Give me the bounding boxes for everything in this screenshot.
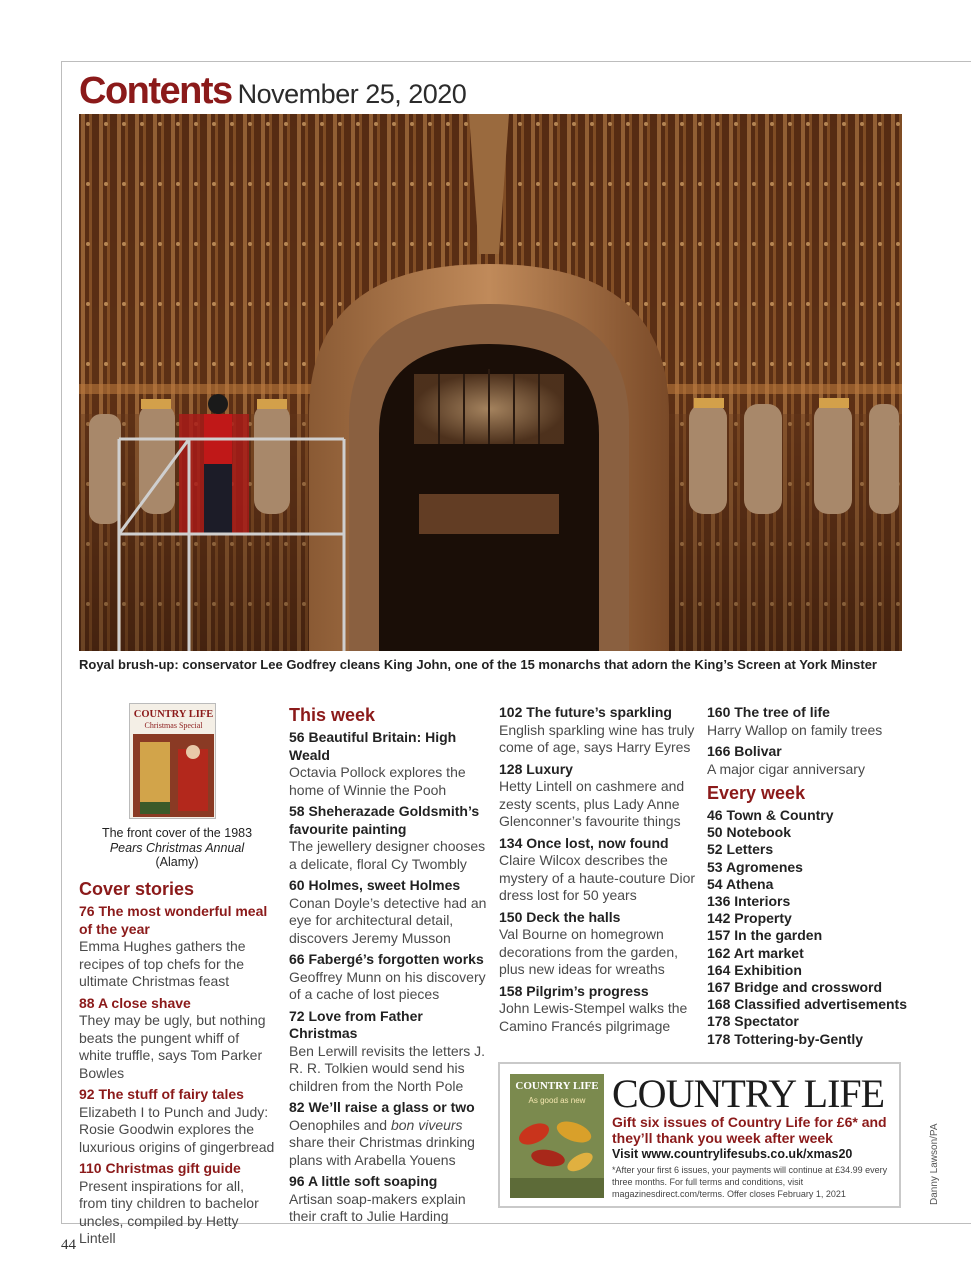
this-week-heading: This week xyxy=(289,705,376,725)
cover-stories-column xyxy=(79,878,275,1252)
every-week-list xyxy=(707,807,917,1048)
advert-cover-tagline: As good as new xyxy=(528,1096,586,1105)
list-item[interactable]: 66 Fabergé’s forgotten works Geoffrey Munn on his discovery of a cache of lost pieces xyxy=(289,951,486,1002)
list-item[interactable]: 88 A close shave They may be ugly, but nothing beats the pungent whiff of white truffle, says Tom Parker Bowles xyxy=(79,994,266,1081)
page-title xyxy=(79,70,466,113)
list-item[interactable]: 56 Beautiful Britain: High Weald Octavia Pollock explores the home of Winnie the Pooh xyxy=(289,729,466,798)
list-item[interactable]: 46 Town & Country xyxy=(707,807,834,823)
advert-magazine-cover xyxy=(510,1074,604,1198)
advert-terms: *After your first 6 issues, your payments will continue at £34.99 every three months. For full terms and conditions, visit magazinesdirect.com/terms. Offer closes February 1, 2021 xyxy=(612,1165,888,1199)
list-item[interactable]: 167 Bridge and crossword xyxy=(707,979,883,996)
list-item[interactable]: 96 A little soft soaping Artisan soap-makers explain their craft to Julie Harding xyxy=(289,1173,466,1224)
advert-offer: Gift six issues of Country Life for £6* and they’ll thank you week after week xyxy=(612,1114,887,1146)
every-week-heading: Every week xyxy=(707,783,806,803)
list-item[interactable]: 58 Sheherazade Goldsmith’s favourite painting The jewellery designer chooses a delicate, floral Cy Twombly xyxy=(289,803,486,872)
list-item[interactable]: 158 Pilgrim’s progress John Lewis-Stempel walks the Camino Francés pilgrimage xyxy=(499,982,688,1034)
photo-caption: Royal brush-up: conservator Lee Godfrey cleans King John, one of the 15 monarchs that adorn the King’s Screen at York Minster xyxy=(79,657,877,672)
list-item[interactable]: 166 Bolivar A major cigar anniversary xyxy=(707,743,865,777)
front-cover-thumbnail xyxy=(129,703,216,819)
front-cover-masthead: COUNTRY LIFE xyxy=(133,709,214,720)
every-week-column xyxy=(707,704,917,1048)
feature-photo xyxy=(79,114,902,651)
front-cover-special: Christmas Special xyxy=(144,721,203,730)
advert-brand: COUNTRY LIFE xyxy=(612,1071,885,1116)
this-week-column xyxy=(289,704,489,1230)
features-column xyxy=(499,704,699,1039)
list-item[interactable]: 128 Luxury Hetty Lintell on cashmere and zesty scents, plus Lady Anne Glenconner’s favourite things xyxy=(499,760,685,829)
page-number: 44 xyxy=(61,1237,76,1253)
front-cover-caption: The front cover of the 1983 Pears Christmas Annual (Alamy) xyxy=(101,826,253,869)
list-item[interactable]: 142 Property xyxy=(707,910,792,927)
list-item[interactable]: 54 Athena xyxy=(707,875,774,892)
subscription-advert[interactable] xyxy=(498,1062,901,1208)
list-item[interactable]: 136 Interiors xyxy=(707,893,791,910)
contents-heading: Contents xyxy=(79,70,232,112)
issue-date: November 25, 2020 xyxy=(237,79,467,109)
photo-credit: Danny Lawson/PA xyxy=(929,1123,940,1205)
list-item[interactable]: 72 Love from Father Christmas Ben Lerwill revisits the letters J. R. R. Tolkien would send his children from the North Pole xyxy=(289,1007,486,1094)
list-item[interactable]: 157 In the garden xyxy=(707,927,823,944)
list-item[interactable]: 134 Once lost, now found Claire Wilcox describes the mystery of a haute-couture Dior dress lost for 50 years xyxy=(499,834,696,903)
list-item[interactable]: 50 Notebook xyxy=(707,824,792,841)
advert-cover-masthead: COUNTRY LIFE xyxy=(515,1080,599,1092)
list-item[interactable]: 178 Tottering-by-Gently xyxy=(707,1030,864,1047)
list-item[interactable]: 53 Agromenes xyxy=(707,858,803,875)
list-item[interactable]: 160 The tree of life Harry Wallop on family trees xyxy=(707,704,883,738)
list-item[interactable]: 110 Christmas gift guide Present inspirations for all, from tiny children to bachelor uncles, compiled by Hetty Lintell xyxy=(79,1160,259,1246)
list-item[interactable]: 168 Classified advertisements xyxy=(707,996,907,1013)
list-item[interactable]: 102 The future’s sparkling English sparkling wine has truly come of age, says Harry Eyres xyxy=(499,704,695,755)
list-item[interactable]: 76 The most wonderful meal of the year Emma Hughes gathers the recipes of top chefs for the ultimate Christmas feast xyxy=(79,903,268,989)
list-item[interactable]: 164 Exhibition xyxy=(707,961,802,978)
list-item[interactable]: 52 Letters xyxy=(707,841,774,858)
list-item[interactable]: 82 We’ll raise a glass or two Oenophiles and bon viveurs share their Christmas drinking plans with Arabella Youens xyxy=(289,1099,475,1168)
list-item[interactable]: 178 Spectator xyxy=(707,1013,799,1030)
list-item[interactable]: 150 Deck the halls Val Bourne on homegrown decorations from the garden, plus new ideas for wreaths xyxy=(499,908,678,977)
cover-stories-heading: Cover stories xyxy=(79,879,195,899)
advert-url-link[interactable]: Visit www.countrylifesubs.co.uk/xmas20 xyxy=(612,1147,853,1161)
list-item[interactable]: 162 Art market xyxy=(707,944,804,961)
list-item[interactable]: 92 The stuff of fairy tales Elizabeth I to Punch and Judy: Rosie Goodwin explores the luxurious origins of gingerbread xyxy=(79,1086,275,1155)
list-item[interactable]: 60 Holmes, sweet Holmes Conan Doyle’s detective had an eye for architectural detail, discovers Jeremy Musson xyxy=(289,877,487,946)
